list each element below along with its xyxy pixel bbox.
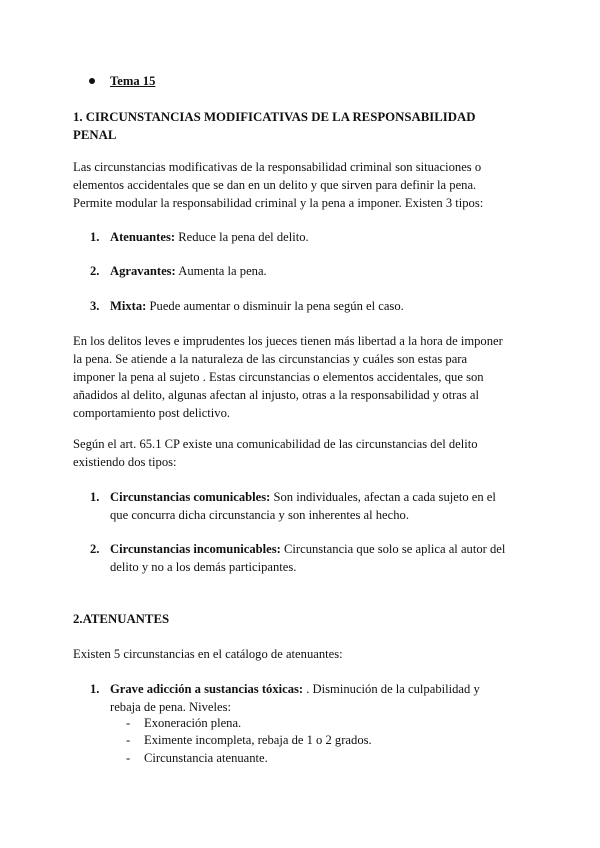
level-text: Circunstancia atenuante. [144, 751, 268, 765]
text-line: Las circunstancias modificativas de la responsabilidad criminal son situaciones o [73, 160, 482, 174]
text-line: imponer la pena al sujeto . Estas circunstancias o elementos accidentales, que son [73, 370, 484, 384]
sublist-item [126, 714, 241, 732]
sublist-item [126, 731, 372, 749]
level-text: Exoneración plena. [144, 716, 242, 730]
bullet-icon [89, 78, 95, 84]
section1-para2 [73, 332, 533, 422]
text-line: la pena. Se atiende a la naturaleza de las circunstancias y cuáles son estas para [73, 352, 468, 366]
description-cont: que concurra dicha circunstancia y son inherentes al hecho. [110, 508, 409, 522]
section1-heading-line1: 1. CIRCUNSTANCIAS MODIFICATIVAS DE LA RESPONSABILIDAD [73, 110, 476, 124]
list-number: 1. [90, 490, 100, 504]
description: Circunstancia que solo se aplica al autor del [280, 542, 506, 556]
list-item-comunicables [90, 488, 525, 524]
text-line: En los delitos leves e imprudentes los jueces tienen más libertad a la hora de imponer [73, 334, 503, 348]
description-cont: delito y no a los demás participantes. [110, 560, 297, 574]
section2-heading: 2.ATENUANTES [73, 612, 170, 626]
dash-bullet: - [126, 751, 131, 765]
term: Circunstancias comunicables: [110, 490, 271, 504]
section2-intro: Existen 5 circunstancias en el catálogo de atenuantes: [73, 647, 343, 661]
section1-intro [73, 158, 533, 212]
section1-heading [73, 108, 533, 144]
text-line: existiendo dos tipos: [73, 455, 177, 469]
term: Grave adicción a sustancias tóxicas: [110, 682, 304, 696]
text-line: elementos accidentales que se dan en un delito y que sirven para definir la pena. [73, 178, 477, 192]
list-number: 1. [90, 682, 100, 696]
list-number: 2. [90, 542, 100, 556]
list-number: 3. [90, 299, 100, 313]
term: Agravantes: [110, 264, 176, 278]
term: Atenuantes: [110, 230, 176, 244]
list-item-agravantes [90, 262, 525, 280]
list-number: 2. [90, 264, 100, 278]
sublist-item [126, 749, 268, 767]
text-line: comportamiento post delictivo. [73, 406, 231, 420]
list-item-mixta [90, 297, 525, 315]
text-line: Permite modular la responsabilidad criminal y la pena a imponer. Existen 3 tipos: [73, 196, 484, 210]
term: Mixta: [110, 299, 147, 313]
dash-bullet: - [126, 733, 131, 747]
text-line: Según el art. 65.1 CP existe una comunicabilidad de las circunstancias del delito [73, 437, 478, 451]
section1-heading-line2: PENAL [73, 128, 117, 142]
term: Circunstancias incomunicables: [110, 542, 281, 556]
description: Son individuales, afectan a cada sujeto en el [270, 490, 496, 504]
list-number: 1. [90, 230, 100, 244]
list-item-incomunicables [90, 540, 525, 576]
topic-bullet [90, 72, 155, 90]
description: . Disminución de la culpabilidad y [303, 682, 480, 696]
level-text: Eximente incompleta, rebaja de 1 o 2 grados. [144, 733, 372, 747]
list-item-adiccion [90, 680, 525, 716]
description: Puede aumentar o disminuir la pena según el caso. [146, 299, 404, 313]
section1-para3 [73, 435, 533, 471]
dash-bullet: - [126, 716, 131, 730]
description: Reduce la pena del delito. [175, 230, 309, 244]
description: Aumenta la pena. [175, 264, 267, 278]
description-cont: rebaja de pena. Niveles: [110, 700, 231, 714]
list-item-atenuantes [90, 228, 525, 246]
text-line: añadidos al delito, algunas afectan al injusto, otras a la responsabilidad y otras al [73, 388, 480, 402]
topic-title: Tema 15 [110, 74, 156, 88]
